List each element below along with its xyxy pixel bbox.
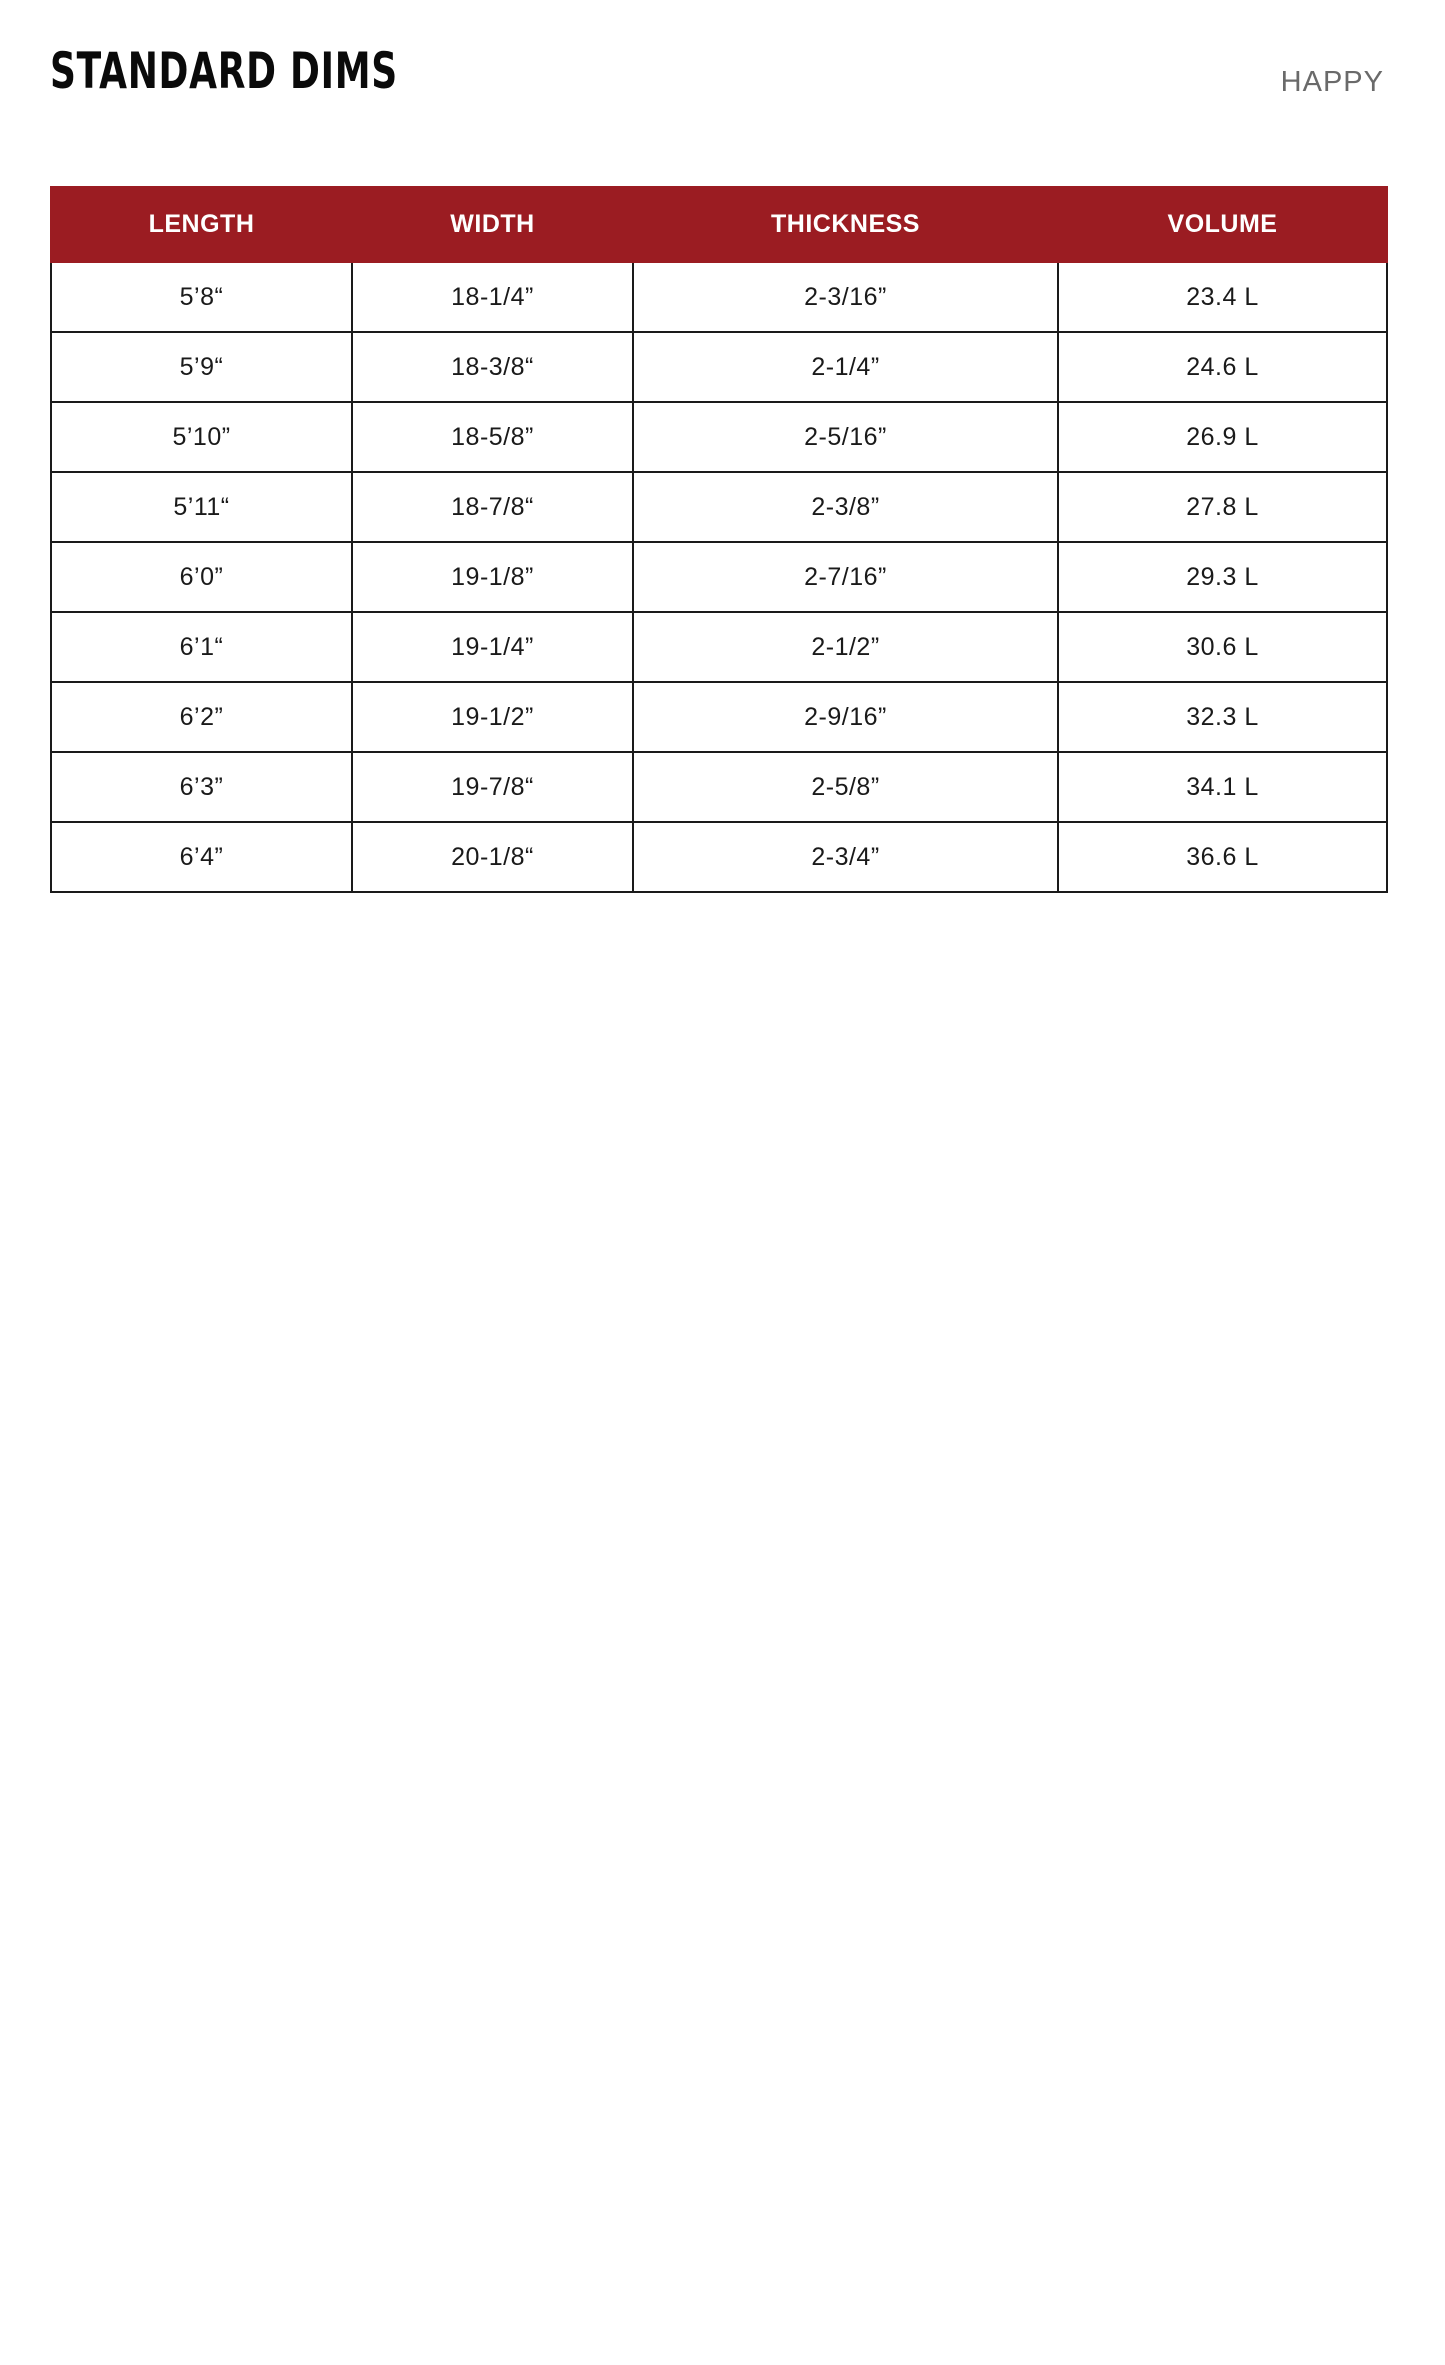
width-cell: 20-1/8“ [352, 822, 633, 892]
volume-cell: 24.6 L [1058, 332, 1387, 402]
width-cell: 19-1/4” [352, 612, 633, 682]
table-row [51, 332, 1387, 402]
column-header-width: WIDTH [352, 187, 633, 262]
volume-cell: 32.3 L [1058, 682, 1387, 752]
width-cell: 19-1/2” [352, 682, 633, 752]
length-cell: 5’8“ [51, 262, 352, 332]
thickness-cell: 2-3/8” [633, 472, 1058, 542]
volume-cell: 23.4 L [1058, 262, 1387, 332]
thickness-cell: 2-9/16” [633, 682, 1058, 752]
dimensions-table [50, 186, 1388, 893]
length-cell: 6’1“ [51, 612, 352, 682]
table-row [51, 822, 1387, 892]
thickness-cell: 2-7/16” [633, 542, 1058, 612]
column-header-length: LENGTH [51, 187, 352, 262]
table-header-row [51, 187, 1387, 262]
thickness-cell: 2-1/4” [633, 332, 1058, 402]
length-cell: 5’10” [51, 402, 352, 472]
thickness-cell: 2-1/2” [633, 612, 1058, 682]
volume-cell: 30.6 L [1058, 612, 1387, 682]
volume-cell: 26.9 L [1058, 402, 1387, 472]
width-cell: 19-1/8” [352, 542, 633, 612]
table-row [51, 262, 1387, 332]
thickness-cell: 2-3/16” [633, 262, 1058, 332]
width-cell: 19-7/8“ [352, 752, 633, 822]
volume-cell: 36.6 L [1058, 822, 1387, 892]
model-name: HAPPY [1280, 66, 1384, 98]
table-row [51, 472, 1387, 542]
table-row [51, 752, 1387, 822]
width-cell: 18-3/8“ [352, 332, 633, 402]
volume-cell: 29.3 L [1058, 542, 1387, 612]
length-cell: 6’0” [51, 542, 352, 612]
table-row [51, 542, 1387, 612]
width-cell: 18-7/8“ [352, 472, 633, 542]
length-cell: 6’2” [51, 682, 352, 752]
length-cell: 5’9“ [51, 332, 352, 402]
thickness-cell: 2-3/4” [633, 822, 1058, 892]
width-cell: 18-5/8” [352, 402, 633, 472]
length-cell: 6’4” [51, 822, 352, 892]
table-row [51, 402, 1387, 472]
column-header-thickness: THICKNESS [633, 187, 1058, 262]
length-cell: 6’3” [51, 752, 352, 822]
volume-cell: 27.8 L [1058, 472, 1387, 542]
column-header-volume: VOLUME [1058, 187, 1387, 262]
thickness-cell: 2-5/16” [633, 402, 1058, 472]
thickness-cell: 2-5/8” [633, 752, 1058, 822]
table-row [51, 612, 1387, 682]
length-cell: 5’11“ [51, 472, 352, 542]
width-cell: 18-1/4” [352, 262, 633, 332]
volume-cell: 34.1 L [1058, 752, 1387, 822]
table-row [51, 682, 1387, 752]
page-title: STANDARD DIMS [50, 42, 398, 100]
